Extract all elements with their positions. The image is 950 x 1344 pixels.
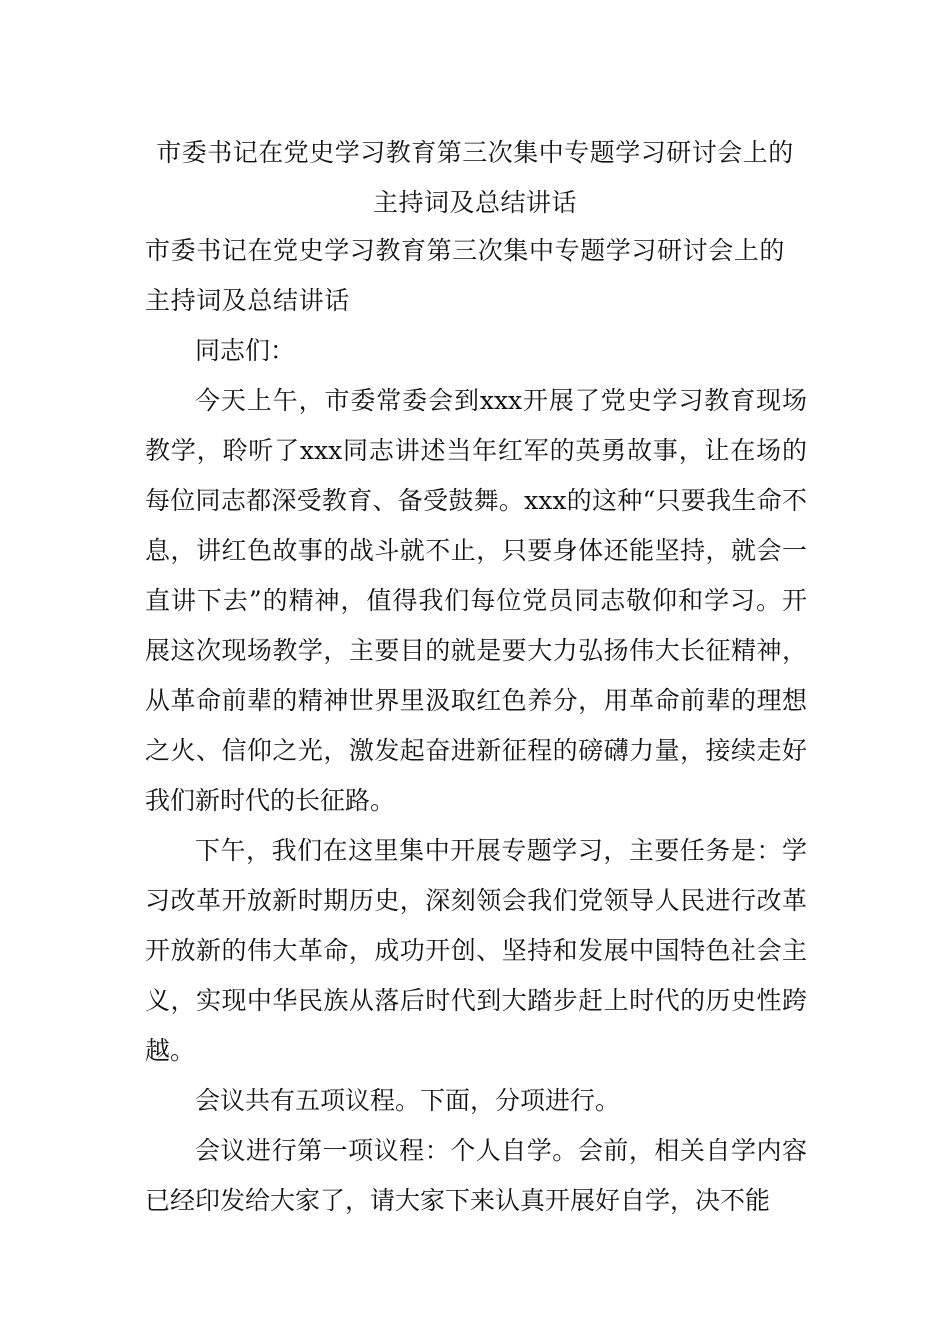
paragraph-morning-visit: 今天上午，市委常委会到xxx开展了党史学习教育现场教学，聆听了xxx同志讲述当年红军的英勇故事，让在场的每位同志都深受教育、备受鼓舞。xxx的这种“只要我生命不息，讲红色故事的战斗就不止，只要身体还能坚持，就会一直讲下去”的精神，值得我们每位党员同志敬仰和学习。开展这次现场教学，主要目的就是要大力弘扬伟大长征精神，从革命前辈的精神世界里汲取红色养分，用革命前辈的理想之火、信仰之光，激发起奋进新征程的磅礴力量，接续走好我们新时代的长征路。 bbox=[145, 386, 807, 815]
paragraph-agenda: 会议共有五项议程。下面，分项进行。 bbox=[195, 1086, 621, 1115]
subtitle-line-2: 主持词及总结讲话 bbox=[145, 286, 350, 315]
document-body bbox=[145, 226, 807, 1226]
title-line-1: 市委书记在党史学习教育第三次集中专题学习研讨会上的 bbox=[156, 138, 794, 167]
salutation: 同志们： bbox=[195, 336, 296, 365]
document-title bbox=[145, 128, 805, 228]
paragraph-first-item: 会议进行第一项议程：个人自学。会前，相关自学内容已经印发给大家了，请大家下来认真开展好自学，决不能 bbox=[145, 1136, 807, 1215]
title-line-2: 主持词及总结讲话 bbox=[372, 188, 577, 217]
paragraph-afternoon-study: 下午，我们在这里集中开展专题学习，主要任务是：学习改革开放新时期历史，深刻领会我们党领导人民进行改革开放新的伟大革命，成功开创、坚持和发展中国特色社会主义，实现中华民族从落后时代到大踏步赶上时代的历史性跨越。 bbox=[145, 836, 807, 1065]
subtitle-line-1: 市委书记在党史学习教育第三次集中专题学习研讨会上的 bbox=[145, 236, 786, 265]
repeated-title bbox=[145, 226, 807, 326]
